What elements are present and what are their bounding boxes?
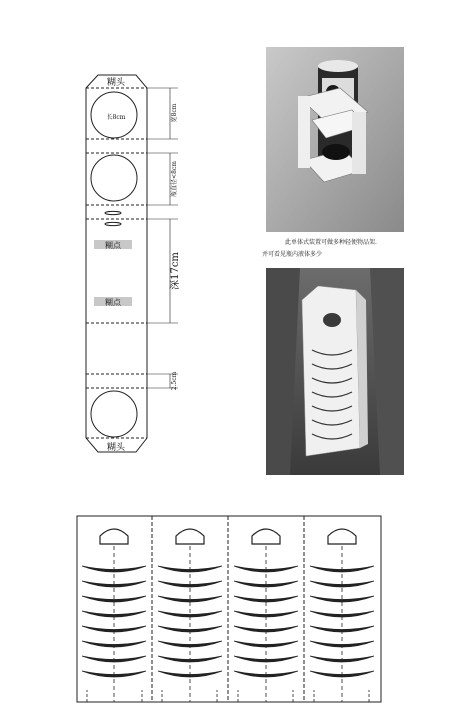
foot-fold-line bbox=[87, 690, 142, 702]
handle-cutout bbox=[252, 529, 280, 544]
foot-fold-line bbox=[314, 690, 369, 702]
foot-fold-line bbox=[162, 690, 217, 702]
template-labels bbox=[105, 76, 181, 453]
dimension-lines bbox=[147, 88, 178, 391]
caption-line-1: 此单体式装置可做多种轻便物品架. bbox=[285, 239, 377, 246]
slit bbox=[105, 222, 121, 225]
photo-stacked-rack bbox=[266, 268, 404, 475]
top-tab-label: 糊头 bbox=[106, 78, 126, 88]
handle-cutout bbox=[176, 529, 204, 544]
glue-dot-label-1: 糊点 bbox=[105, 241, 121, 250]
glue-dot-label-2: 糊点 bbox=[105, 298, 121, 307]
dim-tab-label: 2.5cm bbox=[171, 371, 178, 391]
photo-bottle-holder bbox=[266, 47, 404, 232]
bottle-hole-bottom bbox=[91, 391, 137, 437]
dim-depth-label: 深17cm bbox=[170, 252, 181, 290]
bottom-tab-label: 糊头 bbox=[106, 443, 126, 453]
slit bbox=[105, 211, 121, 214]
bottle-hole-middle bbox=[91, 155, 137, 201]
handle-cutout bbox=[328, 529, 356, 544]
template-outline bbox=[86, 75, 147, 452]
handle-cutout bbox=[100, 529, 128, 544]
dim-width-label: 宽8cm bbox=[171, 103, 178, 123]
dim-bottle-label: 瓶直径<8cm bbox=[171, 161, 178, 197]
foot-fold-line bbox=[238, 690, 293, 702]
caption-line-2: 并可看见瓶内液体多少 bbox=[262, 251, 323, 258]
bottle-holder-template bbox=[86, 75, 178, 452]
circle-inner-label: 长8cm bbox=[106, 114, 126, 121]
